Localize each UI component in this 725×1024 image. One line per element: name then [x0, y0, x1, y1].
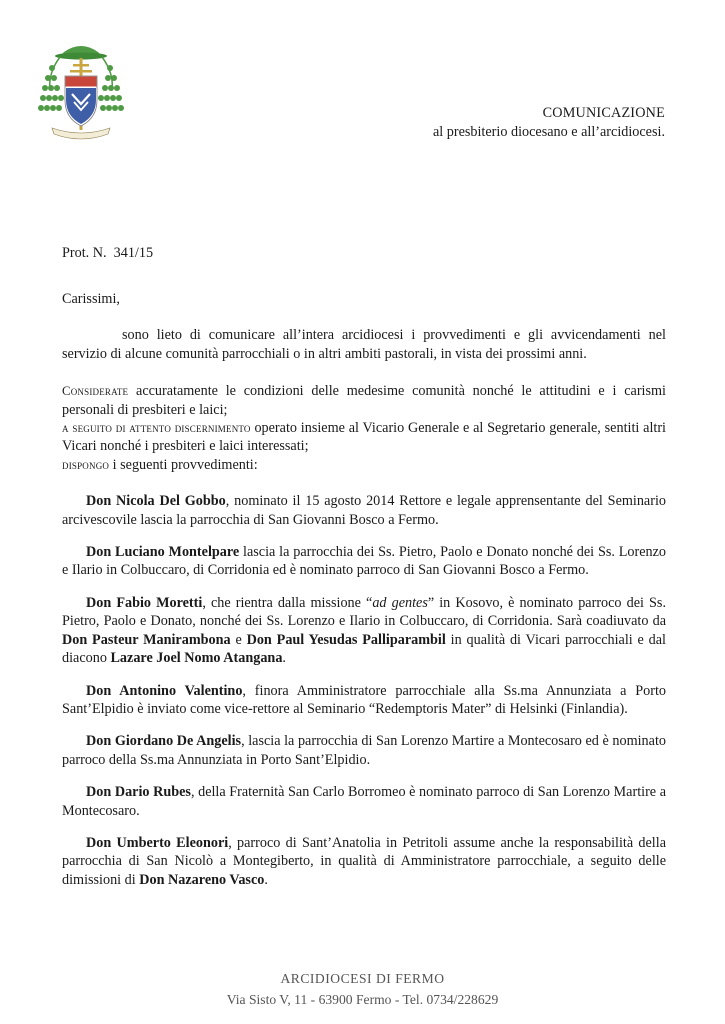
footer-address: Via Sisto V, 11 - 63900 Fermo - Tel. 0734/228629	[226, 992, 499, 1007]
provision-text: .	[264, 871, 268, 888]
provision-item	[62, 543, 666, 580]
consideration-1-text: accuratamente le condizioni delle medesime comunità nonché le attitudini e i carismi personali di presbiteri e laici;	[62, 383, 666, 418]
provision-item	[62, 732, 666, 769]
priest-name: Don Pasteur Manirambona	[62, 631, 231, 648]
priest-name: Don Luciano Montelpare	[86, 544, 240, 561]
heading-title: COMUNICAZIONE	[542, 105, 665, 121]
provision-text: .	[282, 650, 286, 667]
provision-text: , finora Amministratore parrocchiale alla Ss.ma Annunziata a Porto Sant’Elpidio è inviato come vice-rettore al Seminario “Redemptoris Mater” di Helsinki (Finlandia).	[62, 682, 666, 717]
priest-name: Don Dario Rubes	[86, 784, 191, 801]
priest-name: Don Giordano De Angelis	[86, 733, 242, 750]
letter-heading	[433, 104, 665, 142]
consideration-1	[62, 382, 666, 419]
priest-name: Don Nicola Del Gobbo	[86, 493, 226, 510]
provision-text: in qualità di Vicari parrocchiali e dal diacono	[62, 631, 666, 667]
provision-text: e	[230, 631, 247, 648]
provision-item	[62, 783, 666, 820]
priest-name: Don Fabio Moretti	[86, 594, 203, 611]
provision-text: , che rientra dalla missione “	[202, 594, 373, 611]
consideration-3-text: i seguenti provvedimenti:	[109, 456, 258, 473]
priest-name: Don Paul Yesudas Palliparambil	[246, 631, 446, 648]
consideration-1-lead: Considerate	[62, 384, 129, 399]
deacon-name: Lazare Joel Nomo Atangana	[110, 650, 283, 667]
consideration-3-lead: dispongo	[62, 457, 110, 472]
footer-organization: ARCIDIOCESI DI FERMO	[280, 971, 445, 986]
provision-italic-text: ad gentes	[372, 594, 428, 611]
intro-paragraph: sono lieto di comunicare all’intera arcidiocesi i provvedimenti e gli avvicendamenti nel servizio di alcune comunità parrocchiali o in altri ambiti pastorali, in vista dei prossimi anni.	[62, 327, 666, 362]
priest-name: Don Antonino Valentino	[86, 682, 243, 699]
consideration-2-lead: a seguito di attento discernimento	[62, 421, 251, 436]
provision-text: lascia la parrocchia dei Ss. Pietro, Paolo e Donato nonché dei Ss. Lorenzo e Ilario in Colbuccaro, di Corridonia ed è nominato parroco di San Giovanni Bosco a Fermo.	[62, 544, 666, 579]
provision-text: , parroco di Sant’Anatolia in Petritoli assume anche la responsabilità della parrocchia di San Nicolò a Montegiberto, in qualità di Amministratore parrocchiale, a seguito delle dimissioni di	[62, 834, 666, 888]
protocol-number: Prot. N. 341/15	[62, 245, 154, 261]
heading-subtitle: al presbiterio diocesano e all’arcidiocesi.	[432, 124, 665, 140]
provision-text: ” in Kosovo, è nominato parroco dei Ss. Pietro, Paolo e Donato, nonché dei Ss. Lorenzo e Ilario in Colbuccaro, di Corridonia. Sarà coadiuvato da	[62, 594, 666, 630]
letter-body	[62, 290, 666, 889]
salutation: Carissimi,	[62, 291, 120, 307]
priest-name: Don Nazareno Vasco	[139, 871, 265, 888]
provision-item	[62, 834, 666, 889]
provision-text: , della Fraternità San Carlo Borromeo è nominato parroco di San Lorenzo Martire a Montecosaro.	[62, 784, 666, 819]
consideration-2	[62, 419, 666, 456]
consideration-2-text: operato insieme al Vicario Generale e al Segretario generale, sentiti altri Vicari nonché i presbiteri e laici interessati;	[62, 420, 666, 455]
provision-item	[62, 594, 666, 668]
letter-footer	[0, 968, 725, 1010]
coat-of-arms-logo	[38, 38, 124, 150]
provision-item	[62, 492, 666, 529]
priest-name: Don Umberto Eleonori	[86, 834, 229, 851]
provision-text: , nominato il 15 agosto 2014 Rettore e legale apprensentante del Seminario arcivescovile lascia la parrocchia di San Giovanni Bosco a Fermo.	[62, 493, 666, 528]
provision-item	[62, 682, 666, 719]
provision-text: , lascia la parrocchia di San Lorenzo Martire a Montecosaro ed è nominato parroco della Ss.ma Annunziata in Porto Sant’Elpidio.	[62, 733, 666, 768]
consideration-3	[62, 456, 666, 474]
coat-of-arms-icon	[38, 38, 124, 150]
